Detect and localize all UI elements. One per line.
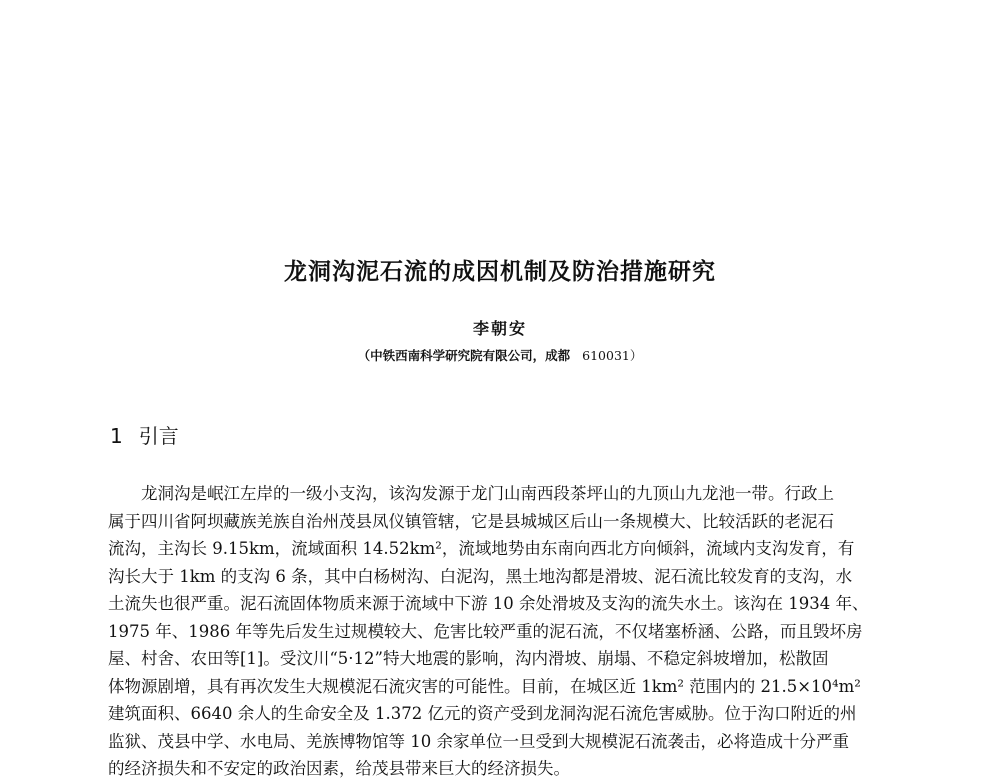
body-line: 流沟，主沟长 9.15km，流域面积 14.52km²，流域地势由东南向西北方向倾斜，流域内支沟发育，有 <box>108 539 855 558</box>
affiliation <box>0 346 1000 364</box>
section-title: 引言 <box>138 424 179 448</box>
body-line: 沟长大于 1km 的支沟 6 条，其中白杨树沟、白泥沟，黑土地沟都是滑坡、泥石流比较发育的支沟，水 <box>108 566 853 586</box>
affiliation-text: （中铁西南科学研究院有限公司，成都 <box>357 348 571 363</box>
section-heading <box>110 420 179 449</box>
body-line: 属于四川省阿坝藏族羌族自治州茂县凤仪镇管辖，它是县城城区后山一条规模大、比较活跃的老泥石 <box>108 511 834 531</box>
author-name: 李朝安 <box>472 319 527 338</box>
body-line: 土流失也很严重。泥石流固体物质来源于流域中下游 10 余处滑坡及支沟的流失水土。该沟在 1934 年、 <box>108 594 869 613</box>
body-line: 体物源剧增，具有再次发生大规模泥石流灾害的可能性。目前，在城区近 1km² 范围内的 21.5×10⁴m² <box>108 676 861 696</box>
paper-title: 龙洞沟泥石流的成因机制及防治措施研究 <box>284 259 716 285</box>
body-line: 1975 年、1986 年等先后发生过规模较大、危害比较严重的泥石流，不仅堵塞桥涵、公路，而且毁坏房 <box>108 621 863 641</box>
body-line: 龙洞沟是岷江左岸的一级小支沟，该沟发源于龙门山南西段茶坪山的九顶山九龙池一带。行政上 <box>141 484 834 503</box>
affiliation-postcode: 610031） <box>582 348 643 363</box>
body-text <box>108 480 898 783</box>
body-line: 监狱、茂县中学、水电局、羌族博物馆等 10 余家单位一旦受到大规模泥石流袭击，必将造成十分严重 <box>108 731 849 751</box>
body-line: 的经济损失和不安定的政治因素，给茂县带来巨大的经济损失。 <box>108 759 570 778</box>
body-line: 屋、村舍、农田等[1]。受汶川“5·12”特大地震的影响，沟内滑坡、崩塌、不稳定斜坡增加，松散固 <box>108 649 829 668</box>
section-number: 1 <box>110 424 123 448</box>
body-line: 建筑面积、6640 余人的生命安全及 1.372 亿元的资产受到龙洞沟泥石流危害威胁。位于沟口附近的州 <box>108 704 857 723</box>
